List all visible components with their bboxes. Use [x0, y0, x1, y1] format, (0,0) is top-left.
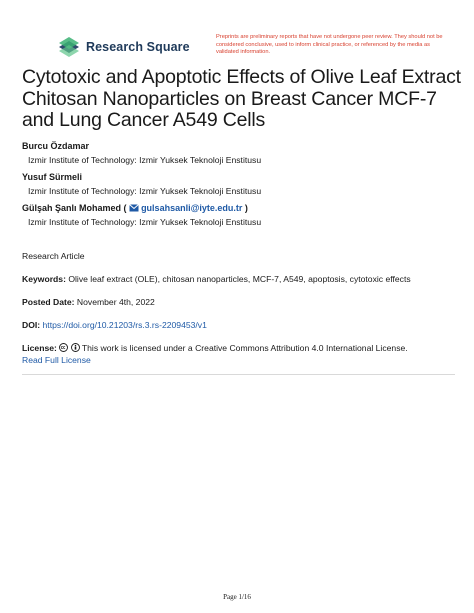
paren-open: (: [123, 203, 127, 213]
author-block: [22, 172, 462, 197]
posted-date-value: November 4th, 2022: [76, 297, 155, 307]
author-email-link[interactable]: gulsahsanli@iyte.edu.tr: [141, 203, 243, 213]
author-name: Gülşah Şanlı Mohamed: [22, 203, 122, 213]
license-line: [22, 342, 462, 366]
research-square-logo-icon: [57, 37, 81, 57]
attribution-icon: [71, 343, 80, 352]
author-block: [22, 141, 462, 166]
posted-date-label: Posted Date:: [22, 297, 75, 307]
doi-link[interactable]: https://doi.org/10.21203/rs.3.rs-2209453/v1: [42, 320, 207, 330]
keywords-label: Keywords:: [22, 274, 66, 284]
license-label: License:: [22, 343, 57, 353]
author-block: [22, 203, 462, 228]
keywords-line: [22, 273, 462, 285]
preprint-disclaimer: Preprints are preliminary reports that have not undergone peer review. They should not be considered conclusive, used to inform clinical practice, or referenced by the media as validated information.: [216, 34, 443, 55]
research-square-logo[interactable]: [57, 37, 190, 57]
section-divider: [22, 374, 455, 375]
author-affiliation: Izmir Institute of Technology: Izmir Yuksek Teknoloji Enstitusu: [28, 155, 262, 165]
license-text: This work is licensed under a Creative Commons Attribution 4.0 International License.: [81, 343, 408, 353]
doi-line: [22, 319, 462, 331]
author-name: Yusuf Sürmeli: [22, 172, 83, 182]
corresponding-author: [22, 203, 462, 214]
posted-date-line: [22, 296, 462, 308]
page-number: Page 1/16: [223, 593, 251, 601]
article-type: Research Article: [22, 251, 85, 261]
author-affiliation: Izmir Institute of Technology: Izmir Yuksek Teknoloji Enstitusu: [28, 186, 262, 196]
author-name: Burcu Özdamar: [22, 141, 90, 151]
author-list: [22, 141, 462, 234]
read-full-license-link[interactable]: Read Full License: [22, 355, 91, 365]
paren-close: ): [244, 203, 248, 213]
paper-title: Cytotoxic and Apoptotic Effects of Olive Leaf Extract Chitosan Nanoparticles on Breast Cancer MCF-7 and Lung Cancer A549 Cells: [22, 66, 461, 131]
keywords-value: Olive leaf extract (OLE), chitosan nanoparticles, MCF-7, A549, apoptosis, cytotoxic effects: [68, 274, 411, 284]
envelope-icon: [129, 204, 139, 212]
doi-label: DOI:: [22, 320, 41, 330]
author-affiliation: Izmir Institute of Technology: Izmir Yuksek Teknoloji Enstitusu: [28, 217, 262, 227]
logo-text: Research Square: [86, 40, 190, 54]
creative-commons-icon: [59, 343, 68, 352]
